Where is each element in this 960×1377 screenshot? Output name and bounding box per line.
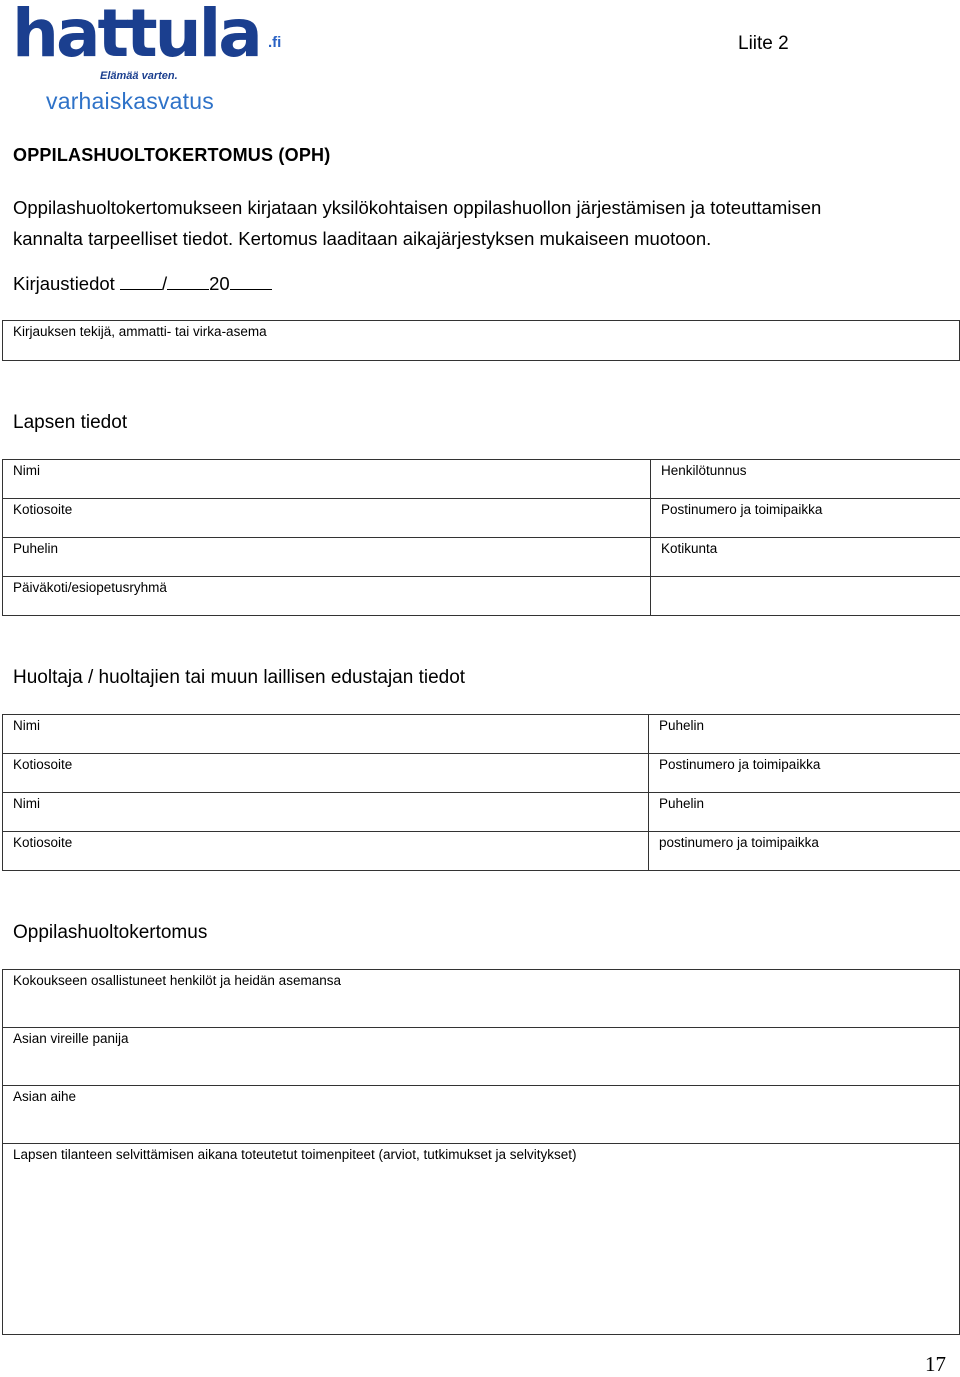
empty-cell[interactable] <box>651 577 960 616</box>
participants-field[interactable] <box>3 970 960 1028</box>
field-label: Kotiosoite <box>13 502 72 517</box>
annex-label: Liite 2 <box>738 33 789 55</box>
table-row <box>3 321 960 361</box>
field-label: Nimi <box>13 796 40 811</box>
table-row <box>3 1028 960 1086</box>
report-table <box>2 969 960 1335</box>
child-ssn-field[interactable] <box>651 460 960 499</box>
guardian1-phone-field[interactable] <box>649 715 960 754</box>
recorder-field[interactable] <box>3 321 960 361</box>
child-name-field[interactable] <box>3 460 651 499</box>
table-row <box>3 1086 960 1144</box>
report-section-heading: Oppilashuoltokertomus <box>13 922 207 944</box>
table-row <box>3 577 960 616</box>
field-label: Puhelin <box>13 541 58 556</box>
record-year-blank[interactable] <box>230 271 272 290</box>
table-row <box>3 832 960 871</box>
record-day-blank[interactable] <box>120 271 162 290</box>
guardian2-address-field[interactable] <box>3 832 649 871</box>
table-row <box>3 754 960 793</box>
table-row <box>3 715 960 754</box>
logo-subtitle: varhaiskasvatus <box>46 88 214 115</box>
document-title: OPPILASHUOLTOKERTOMUS (OPH) <box>13 145 330 166</box>
table-row <box>3 793 960 832</box>
field-label: Puhelin <box>659 718 704 733</box>
table-row <box>3 1144 960 1335</box>
guardian2-phone-field[interactable] <box>649 793 960 832</box>
record-month-blank[interactable] <box>167 271 209 290</box>
field-label: Kokoukseen osallistuneet henkilöt ja heidän asemansa <box>13 973 341 988</box>
guardian-section-heading: Huoltaja / huoltajien tai muun laillisen edustajan tiedot <box>13 667 465 689</box>
child-phone-field[interactable] <box>3 538 651 577</box>
page-number: 17 <box>925 1352 946 1377</box>
initiator-field[interactable] <box>3 1028 960 1086</box>
field-label: Kotiosoite <box>13 757 72 772</box>
recorder-label: Kirjauksen tekijä, ammatti- tai virka-asema <box>13 324 267 339</box>
field-label: Kotiosoite <box>13 835 72 850</box>
child-section-heading: Lapsen tiedot <box>13 412 127 434</box>
logo-tagline: Elämää varten. <box>100 70 178 82</box>
intro-line-1: Oppilashuoltokertomukseen kirjataan yksilökohtaisen oppilashuollon järjestämisen ja toteuttamisen <box>13 197 821 218</box>
subject-field[interactable] <box>3 1086 960 1144</box>
field-label: postinumero ja toimipaikka <box>659 835 819 850</box>
guardian-info-table <box>2 714 960 871</box>
recorder-table <box>2 320 960 361</box>
child-info-table <box>2 459 960 616</box>
logo-wordmark: hattula <box>12 0 260 70</box>
intro-paragraph <box>13 192 943 254</box>
hattula-logo <box>12 4 302 114</box>
field-label: Postinumero ja toimipaikka <box>661 502 822 517</box>
field-label: Henkilötunnus <box>661 463 747 478</box>
child-daycare-field[interactable] <box>3 577 651 616</box>
record-year-prefix: 20 <box>209 273 230 294</box>
measures-field[interactable] <box>3 1144 960 1335</box>
record-date-line <box>13 271 272 295</box>
field-label: Postinumero ja toimipaikka <box>659 757 820 772</box>
guardian1-postal-field[interactable] <box>649 754 960 793</box>
guardian2-postal-field[interactable] <box>649 832 960 871</box>
table-row <box>3 460 960 499</box>
field-label: Päiväkoti/esiopetusryhmä <box>13 580 167 595</box>
field-label: Puhelin <box>659 796 704 811</box>
intro-line-2: kannalta tarpeelliset tiedot. Kertomus laaditaan aikajärjestyksen mukaiseen muotoon. <box>13 228 711 249</box>
child-municipality-field[interactable] <box>651 538 960 577</box>
guardian1-address-field[interactable] <box>3 754 649 793</box>
table-row <box>3 499 960 538</box>
field-label: Nimi <box>13 463 40 478</box>
field-label: Nimi <box>13 718 40 733</box>
field-label: Asian aihe <box>13 1089 76 1104</box>
table-row <box>3 970 960 1028</box>
logo-domain: .fi <box>268 34 281 51</box>
child-postal-field[interactable] <box>651 499 960 538</box>
guardian2-name-field[interactable] <box>3 793 649 832</box>
guardian1-name-field[interactable] <box>3 715 649 754</box>
record-label: Kirjaustiedot <box>13 273 115 294</box>
field-label: Lapsen tilanteen selvittämisen aikana toteutetut toimenpiteet (arviot, tutkimukset ja selvitykset) <box>13 1147 577 1162</box>
field-label: Kotikunta <box>661 541 717 556</box>
record-separator: / <box>162 273 167 294</box>
field-label: Asian vireille panija <box>13 1031 129 1046</box>
child-address-field[interactable] <box>3 499 651 538</box>
table-row <box>3 538 960 577</box>
